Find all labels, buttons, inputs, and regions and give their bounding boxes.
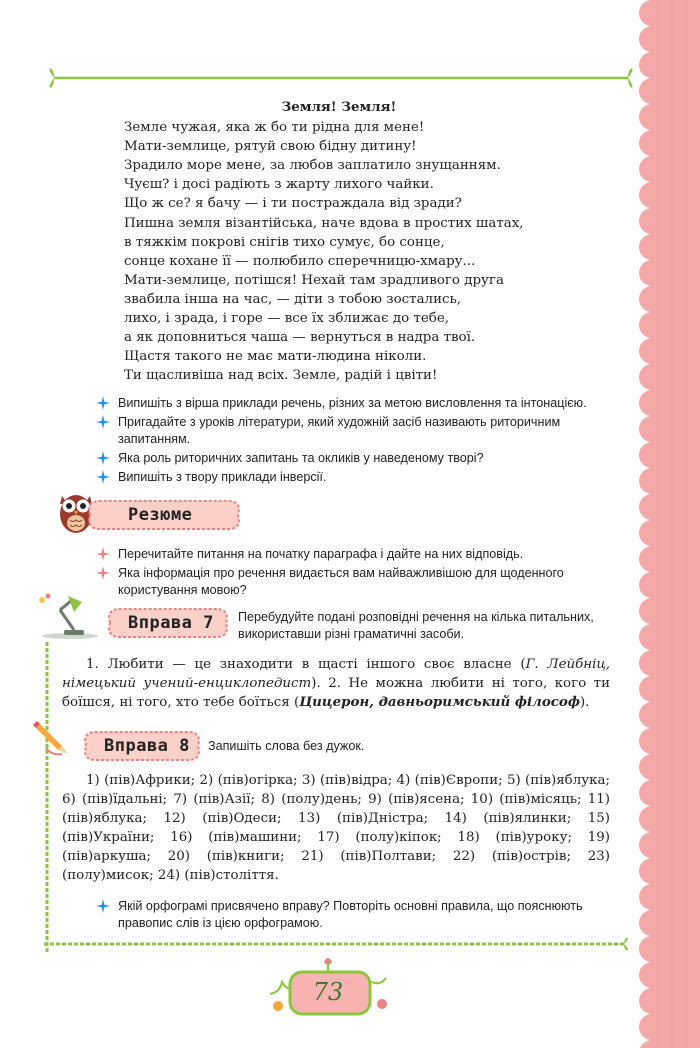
scallop [639,988,665,1014]
exercise-8-task: Запишіть слова без дужок. [208,739,365,753]
scallop [639,520,665,546]
scallop [639,312,665,338]
scallop [639,754,665,780]
poem-line: звабила інша на час, — діти з тобою зостались, [124,291,462,307]
scallop [639,286,665,312]
scallop [639,702,665,728]
decorative-scalloped-edge [628,0,700,1048]
scallop [639,260,665,286]
exercise-7-task: Перебудуйте подані розповідні речення на кілька питальних, використавши різні граматичні засоби. [238,610,594,641]
scallop [639,728,665,754]
scallop [639,416,665,442]
scallop [639,0,665,26]
exercise-8-words: 1) (пів)Африки; 2) (пів)огірка; 3) (пів)відра; 4) (пів)Європи; 5) (пів)яблука; 6) (пів)їдальні; 7) (пів)Азії; 8) (полу)день; 9) (пів)ясена; 10) (пів)місяць; 11) (пів)яблука; 12) (пів)Одеси; 13) (пів)Дністра; 14) (пів)ялинки; 15) (пів)України; 16) (пів)машини; 17) (полу)кіпок; 18) (пів)уроку; 19) (пів)аркуша; 20) (пів)книги; 21) (пів)Полтави; 22) (пів)острів; 23) (полу)мисок; 24) (пів)століття. [62,773,610,883]
scallop [639,598,665,624]
scallop [639,208,665,234]
poem-questions [96,395,616,488]
scallop [639,676,665,702]
poem-line: в тяжкім покрові снігів тихо сумує, бо сонце, [124,234,445,250]
poem-line: Чуєш? і досі радіють з жарту лихого чайки. [124,177,434,193]
poem-line: а як доповниться чаша — вернуться в надра твої. [124,330,476,346]
list-item [96,565,616,599]
poem-line: Мати-землице, потішся! Нехай там зрадливого друга [124,272,504,288]
scallop [639,468,665,494]
scallop [639,650,665,676]
poem-line: сонце кохане її — полюбило сперечницю-хмару... [124,253,476,269]
scallop [639,936,665,962]
list-item [96,546,616,563]
scallop [639,364,665,390]
exercise-7-end: ). [579,695,590,710]
desk-lamp-icon [30,592,102,640]
question-text: Яка роль риторичних запитань та окликів у наведеному творі? [118,451,484,465]
exercise-8-questions [96,898,616,934]
scallop [639,806,665,832]
scallop [639,858,665,884]
scallop [639,182,665,208]
poem-line: Земле чужая, яка ж бо ти рідна для мене! [124,120,425,136]
scallop [639,780,665,806]
poem-line: Пишна земля візантійська, наче вдова в простих шатах, [124,215,524,231]
poem-line: лихо, і зрада, і горе — все їх зближає до тебе, [124,311,450,327]
exercise-7-author-1: Г. Лейбніц, німецький учений-енциклопедист [62,657,611,691]
scallop [639,832,665,858]
scallop [639,156,665,182]
scallop [639,52,665,78]
question-text: Якій орфограмі присвячено вправу? Повторіть основні правила, що пояснюють правопис слів із цією орфограмою. [118,899,583,930]
green-dotted-border [44,642,50,952]
blue-star-icon [96,899,110,913]
scallop [639,338,665,364]
list-item [96,898,616,932]
exercise-7-sentence-2: ). 2. Не можна любити ні того, кого ти боїшся, ні того, хто тебе боїться ( [62,676,610,710]
list-item [96,395,616,412]
exercise-7-text [62,655,610,712]
poem-line: Що ж се? я бачу — і ти постраждала від зради? [124,196,462,212]
pencil-icon [32,718,74,760]
scallop [639,884,665,910]
blue-star-icon [96,415,110,429]
scallop [639,442,665,468]
page-number: 73 [312,978,344,1006]
scallop [639,130,665,156]
scallop [639,390,665,416]
resume-list [96,546,616,601]
scallop [639,494,665,520]
scallop [639,962,665,988]
scallop [639,910,665,936]
exercise-7-label: Вправа 7 [128,613,214,633]
top-decorative-line [46,68,636,88]
green-dotted-bottom-border [44,938,630,950]
scallop [639,1014,665,1040]
exercise-8-label: Вправа 8 [104,736,190,756]
question-text: Випишіть з твору приклади інверсії. [118,470,327,484]
poem-line: Щастя такого не має мати-людина ніколи. [124,349,427,365]
list-item [96,414,616,448]
scallop [639,624,665,650]
pink-star-icon [96,547,110,561]
list-item [96,469,616,486]
scallop [639,78,665,104]
poem-line: Мати-землице, рятуй свою бідну дитину! [124,139,417,155]
scallop [639,234,665,260]
resume-label: Резюме [128,505,193,525]
resume-item-text: Яка інформація про речення видається вам найважливішою для щоденного користування мовою? [118,566,564,597]
pink-star-icon [96,566,110,580]
resume-item-text: Перечитайте питання на початку параграфа і дайте на них відповідь. [118,547,524,561]
question-text: Пригадайте з уроків літератури, який художній засіб називають риторичним запитанням. [118,415,561,446]
scallop [639,26,665,52]
poem-line: Ти щасливіша над всіх. Земле, радій і цвіти! [124,368,438,384]
exercise-7-sentence-1: 1. Любити — це знаходити в щасті іншого своє власне ( [86,657,526,672]
scallop [639,104,665,130]
scallop [639,546,665,572]
poem [124,98,524,385]
blue-star-icon [96,451,110,465]
question-text: Випишіть з вірша приклади речень, різних за метою висловлення та інтонацією. [118,396,587,410]
poem-title: Земля! Земля! [281,99,397,115]
poem-line: Зрадило море мене, за любов заплатило знущанням. [124,158,501,174]
exercise-7-author-2: Цицерон, давньоримський філософ [299,694,580,710]
blue-star-icon [96,396,110,410]
scallop [639,572,665,598]
blue-star-icon [96,470,110,484]
list-item [96,450,616,467]
